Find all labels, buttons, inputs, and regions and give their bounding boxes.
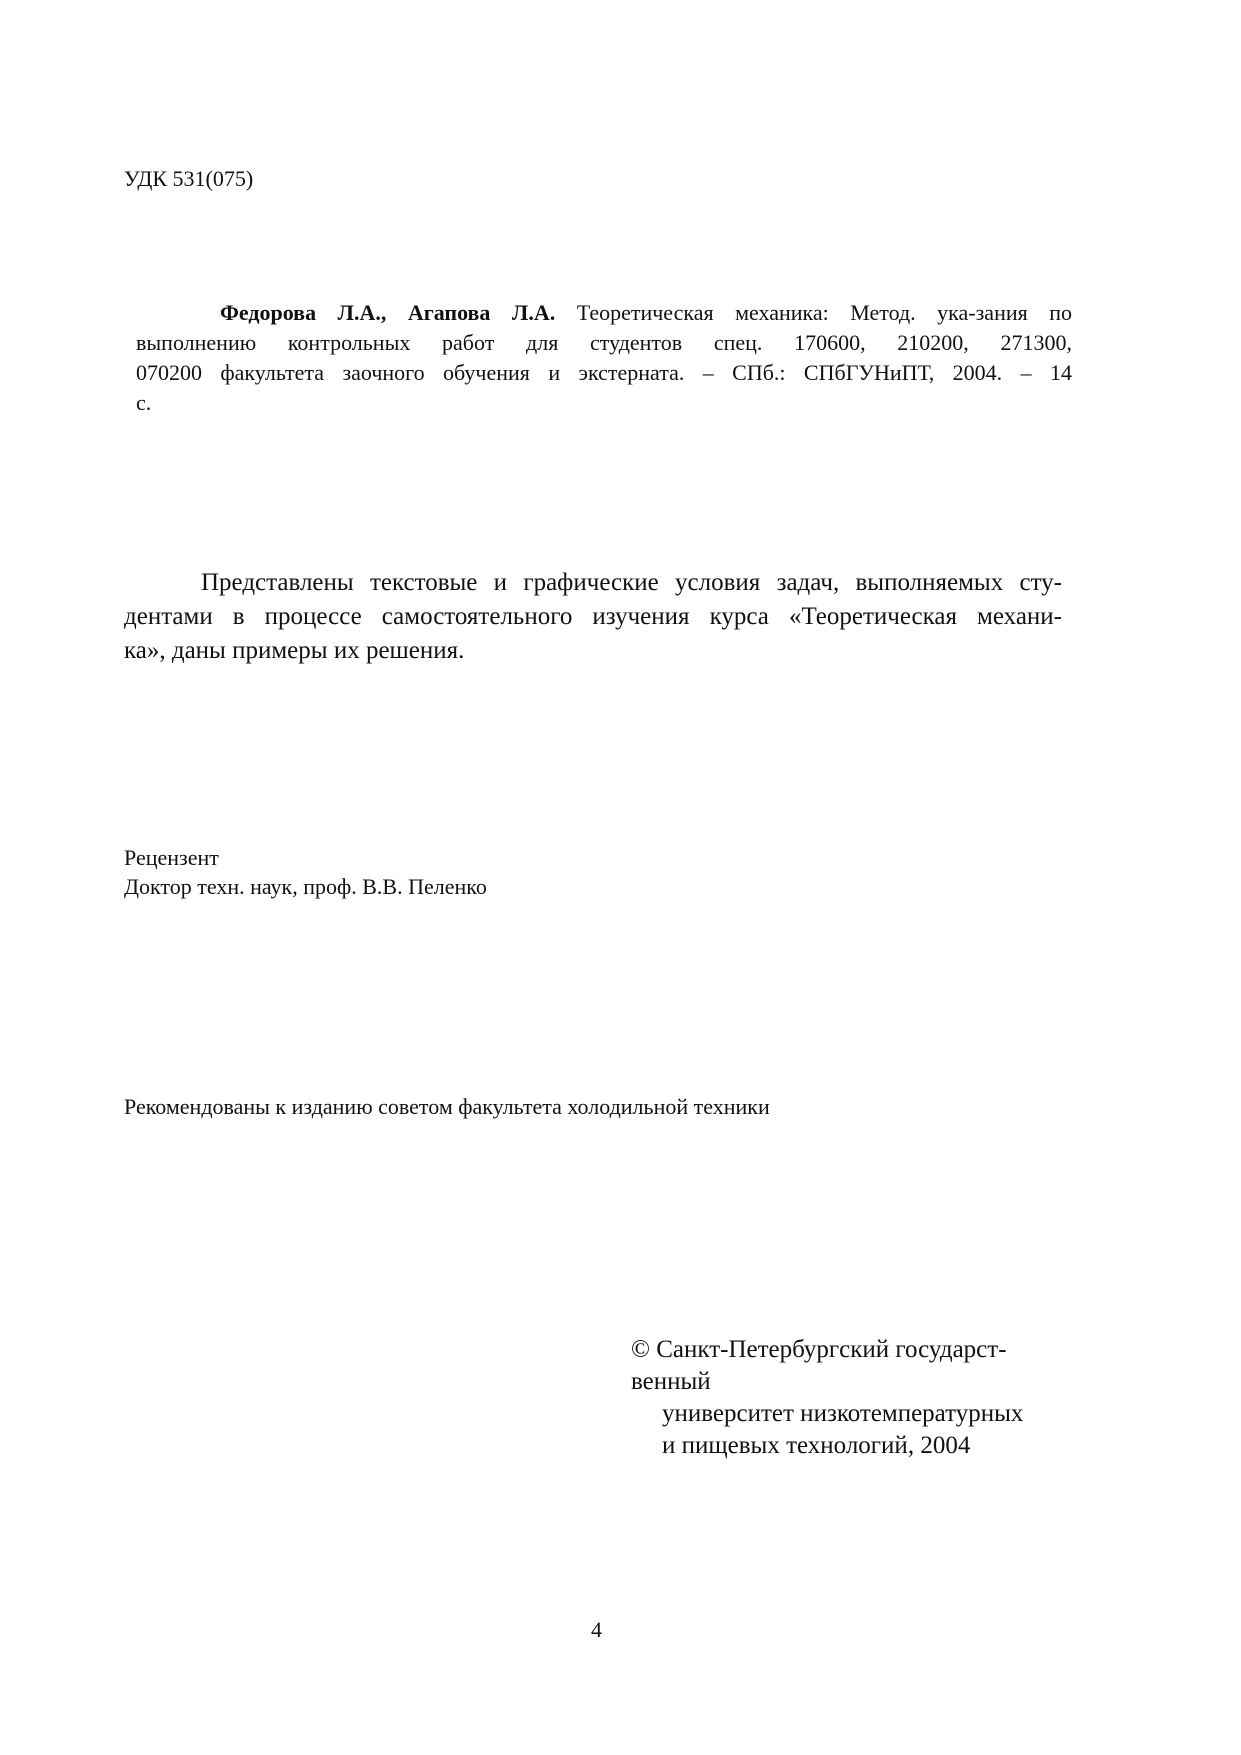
bib-line-2: выполнению контрольных работ для студентов спец. 170600, 210200, 271300, <box>136 330 1072 355</box>
copyright-line-2: венный <box>631 1368 711 1395</box>
recommendation: Рекомендованы к изданию советом факультета холодильной техники <box>124 1094 770 1119</box>
copyright-line-1: © Санкт-Петербургский государст- <box>631 1336 1007 1363</box>
bib-line-1 <box>136 298 1072 328</box>
page-number: 4 <box>591 1617 602 1642</box>
abstract-line-1: Представлены текстовые и графические условия задач, выполняемых сту- <box>201 569 1062 596</box>
copyright-line-4: и пищевых технологий, 2004 <box>662 1432 971 1459</box>
bib-text: Теоретическая механика: Метод. ука-зания по <box>576 300 1073 325</box>
reviewer-name: Доктор техн. наук, проф. В.В. Пеленко <box>124 874 487 899</box>
udk-code: УДК 531(075) <box>124 166 254 191</box>
copyright-block <box>631 1334 1023 1462</box>
bib-line-3: 070200 факультета заочного обучения и экстерната. – СПб.: СПбГУНиПТ, 2004. – 14 <box>136 360 1072 385</box>
copyright-line-3: университет низкотемпературных <box>662 1400 1024 1427</box>
bib-line-4: с. <box>136 390 152 415</box>
authors: Федорова Л.А., Агапова Л.А. <box>220 300 556 325</box>
abstract-line-2: дентами в процессе самостоятельного изучения курса «Теоретическая механи- <box>124 603 1062 630</box>
abstract-line-3: ка», даны примеры их решения. <box>124 637 465 664</box>
abstract <box>124 566 1062 668</box>
bibliographic-description <box>136 298 1072 418</box>
reviewer-label: Рецензент <box>124 845 219 870</box>
